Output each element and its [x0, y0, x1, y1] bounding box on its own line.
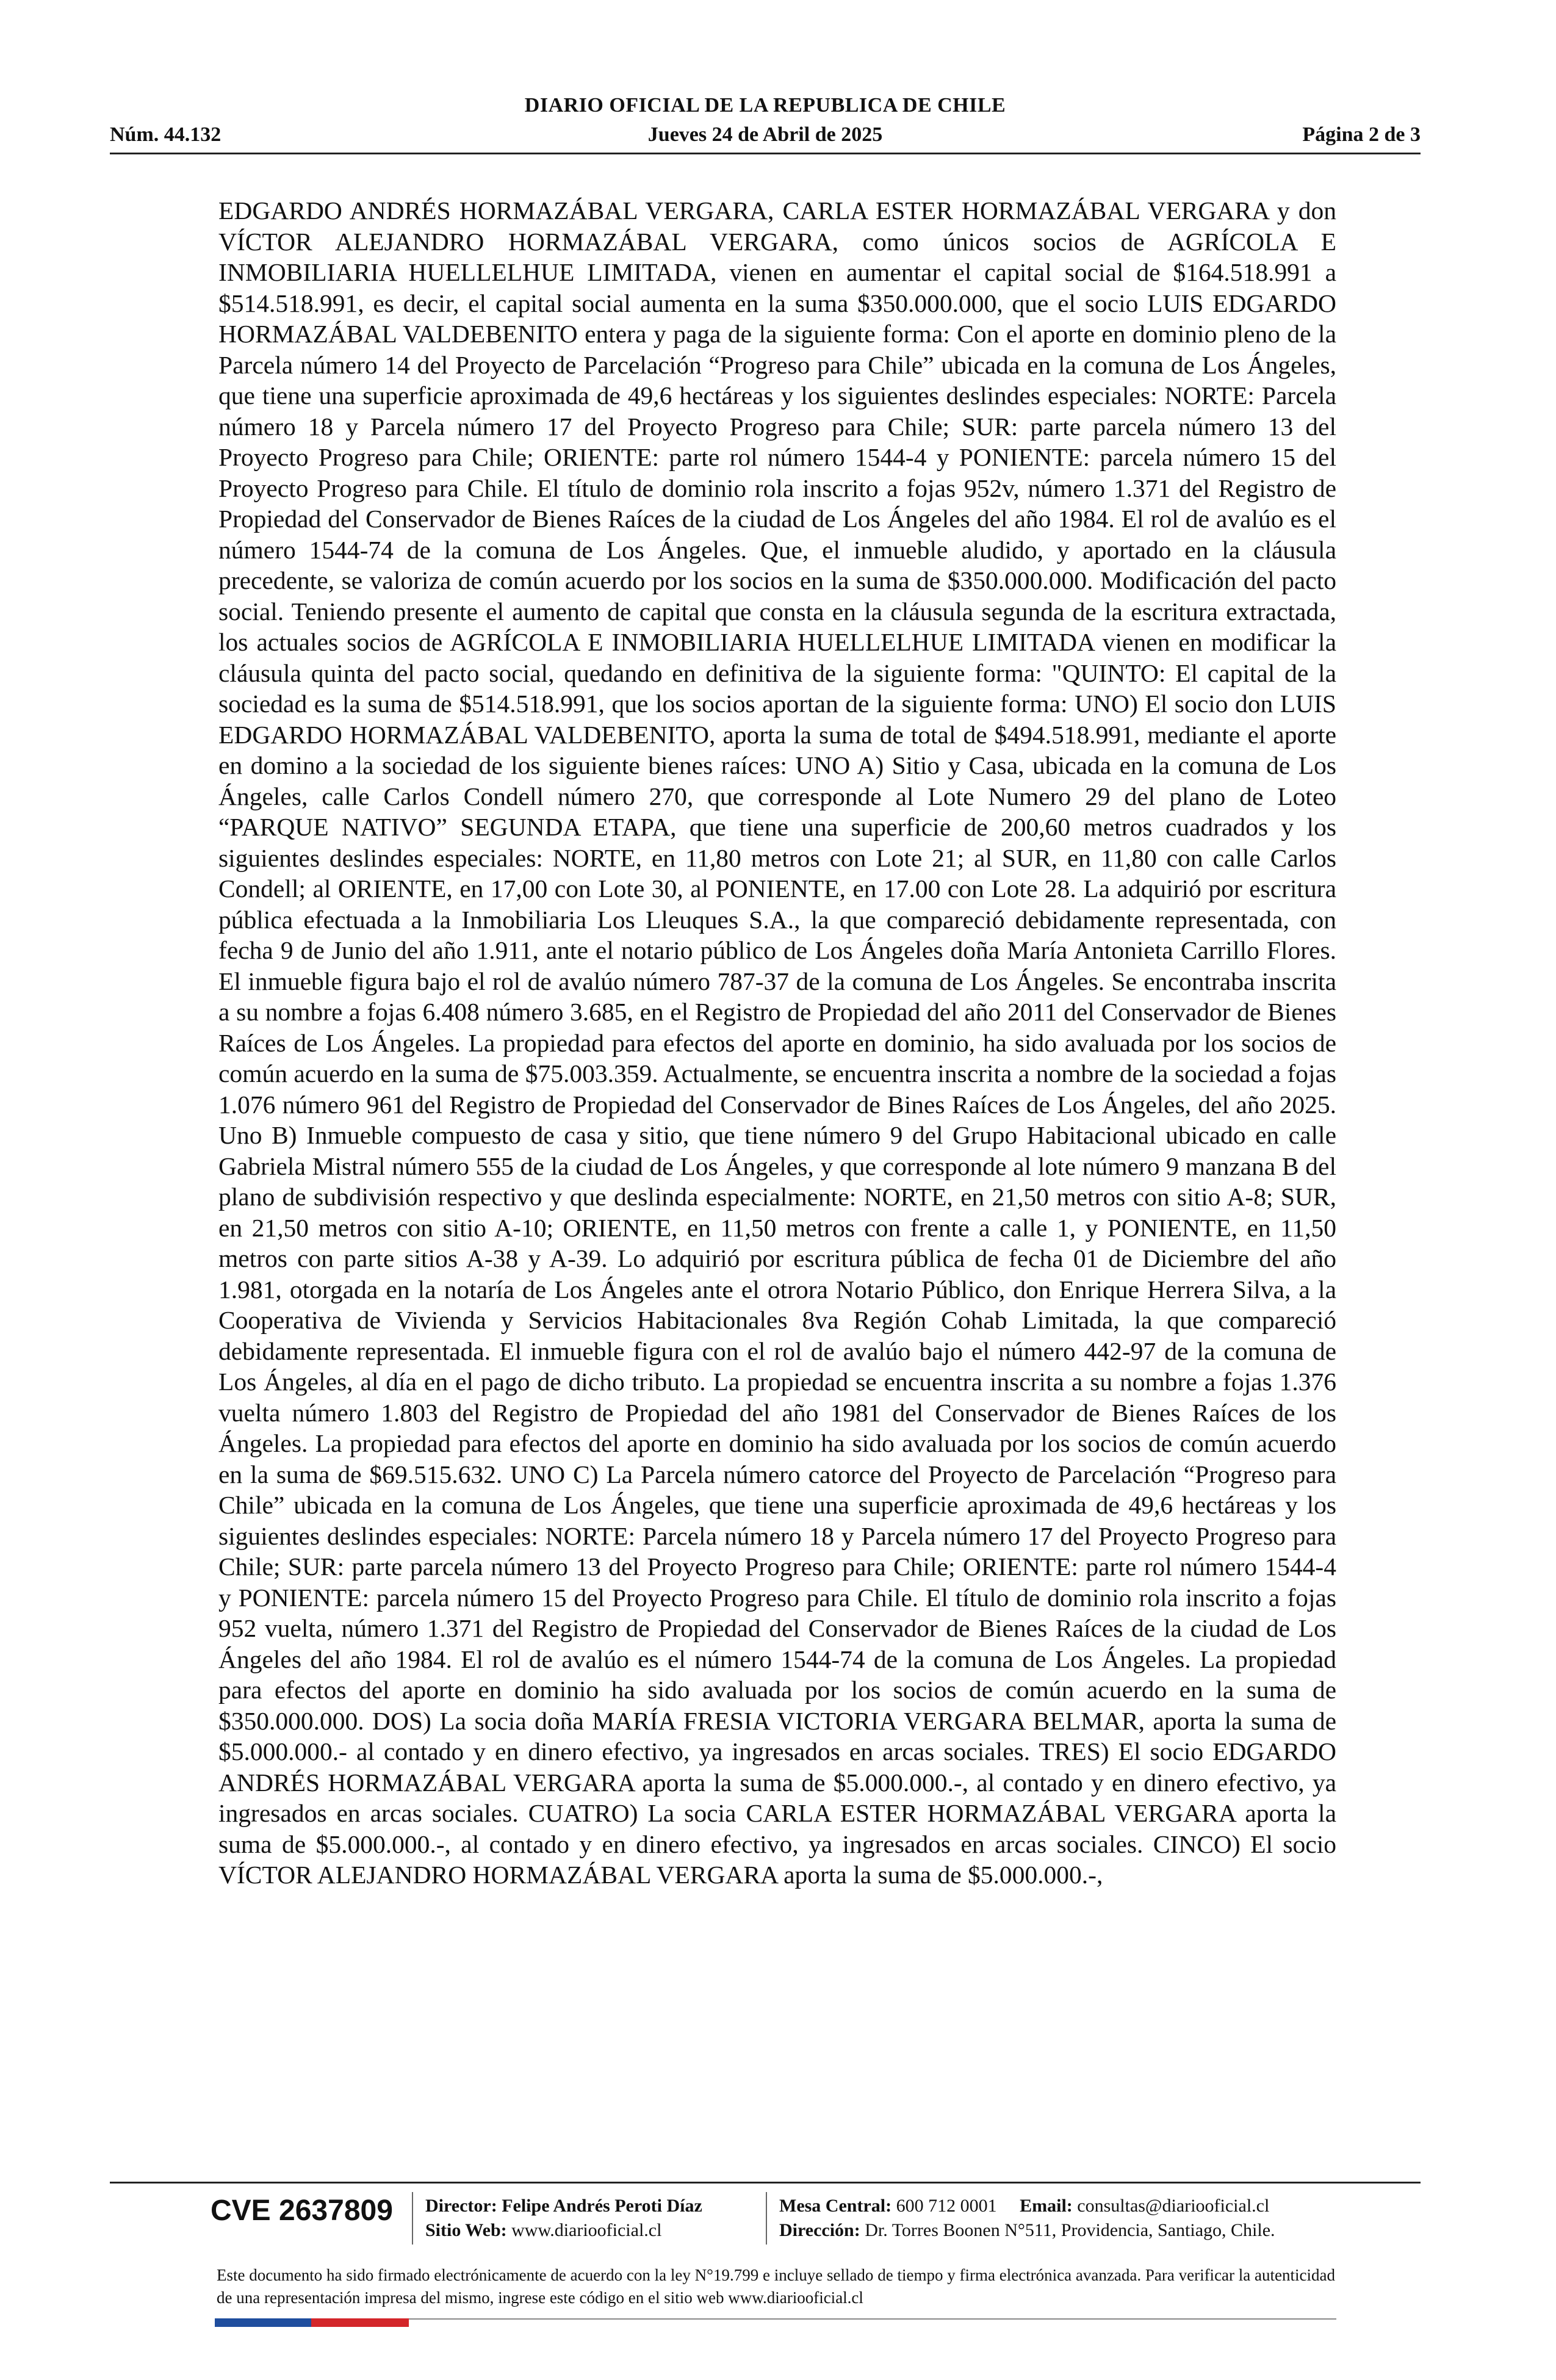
director-name: Felipe Andrés Peroti Díaz — [502, 2196, 702, 2216]
footer-director-block — [425, 2194, 702, 2243]
cve-code: CVE 2637809 — [211, 2194, 393, 2227]
newspaper-title: DIARIO OFICIAL DE LA REPUBLICA DE CHILE — [524, 94, 1006, 117]
flag-stripe-blue — [215, 2318, 311, 2327]
footer-separator — [766, 2192, 767, 2245]
address-value: Dr. Torres Boonen N°511, Providencia, Santiago, Chile. — [865, 2220, 1275, 2240]
legal-notice: Este documento ha sido firmado electrónicamente de acuerdo con la ley N°19.799 e incluye sellado de tiempo y firma electrónica avanzada. Para verificar la autenticidad de una representación impresa del mismo, ingrese este código en el sitio web www.diariooficial.cl — [217, 2266, 1335, 2307]
footer-separator — [412, 2192, 413, 2245]
page-header — [110, 92, 1421, 154]
document-body-text: EDGARDO ANDRÉS HORMAZÁBAL VERGARA, CARLA ESTER HORMAZÁBAL VERGARA y don VÍCTOR ALEJANDRO HORMAZÁBAL VERGARA, como únicos socios de AGRÍCOLA E INMOBILIARIA HUELLELHUE LIMITADA, vienen en aumentar el capital social de $164.518.991 a $514.518.991, es decir, el capital social aumenta en la suma $350.000.000, que el socio LUIS EDGARDO HORMAZÁBAL VALDEBENITO entera y paga de la siguiente forma: Con el aporte en dominio pleno de la Parcela número 14 del Proyecto de Parcelación “Progreso para Chile” ubicada en la comuna de Los Ángeles, que tiene una superficie aproximada de 49,6 hectáreas y los siguientes deslindes especiales: NORTE: Parcela número 18 y Parcela número 17 del Proyecto Progreso para Chile; SUR: parte parcela número 13 del Proyecto Progreso para Chile; ORIENTE: parte rol número 1544-4 y PONIENTE: parcela número 15 del Proyecto Progreso para Chile. El título de dominio rola inscrito a fojas 952v, número 1.371 del Registro de Propiedad del Conservador de Bienes Raíces de la ciudad de Los Ángeles del año 1984. El rol de avalúo es el número 1544-74 de la comuna de Los Ángeles. Que, el inmueble aludido, y aportado en la cláusula precedente, se valoriza de común acuerdo por los socios en la suma de $350.000.000. Modificación del pacto social. Teniendo presente el aumento de capital que consta en la cláusula segunda de la escritura extractada, los actuales socios de AGRÍCOLA E INMOBILIARIA HUELLELHUE LIMITADA vienen en modificar la cláusula quinta del pacto social, quedando en definitiva de la siguiente forma: "QUINTO: El capital de la sociedad es la suma de $514.518.991, que los socios aportan de la siguiente forma: UNO) El socio don LUIS EDGARDO HORMAZÁBAL VALDEBENITO, aporta la suma de total de $494.518.991, mediante el aporte en domino a la sociedad de los siguiente bienes raíces: UNO A) Sitio y Casa, ubicada en la comuna de Los Ángeles, calle Carlos Condell número 270, que corresponde al Lote Numero 29 del plano de Loteo “PARQUE NATIVO” SEGUNDA ETAPA, que tiene una superficie de 200,60 metros cuadrados y los siguientes deslindes especiales: NORTE, en 11,80 metros con Lote 21; al SUR, en 11,80 con calle Carlos Condell; al ORIENTE, en 17,00 con Lote 30, al PONIENTE, en 17.00 con Lote 28. La adquirió por escritura pública efectuada a la Inmobiliaria Los Lleuques S.A., la que compareció debidamente representada, con fecha 9 de Junio del año 1.911, ante el notario público de Los Ángeles doña María Antonieta Carrillo Flores. El inmueble figura bajo el rol de avalúo número 787-37 de la comuna de Los Ángeles. Se encontraba inscrita a su nombre a fojas 6.408 número 3.685, en el Registro de Propiedad del año 2011 del Conservador de Bienes Raíces de Los Ángeles. La propiedad para efectos del aporte en dominio, ha sido avaluada por los socios de común acuerdo en la suma de $75.003.359. Actualmente, se encuentra inscrita a nombre de la sociedad a fojas 1.076 número 961 del Registro de Propiedad del Conservador de Bines Raíces de Los Ángeles, del año 2025. Uno B) Inmueble compuesto de casa y sitio, que tiene número 9 del Grupo Habitacional ubicado en calle Gabriela Mistral número 555 de la ciudad de Los Ángeles, y que corresponde al lote número 9 manzana B del plano de subdivisión respectivo y que deslinda especialmente: NORTE, en 21,50 metros con sitio A-8; SUR, en 21,50 metros con sitio A-10; ORIENTE, en 11,50 metros con frente a calle 1, y PONIENTE, en 11,50 metros con parte sitios A-38 y A-39. Lo adquirió por escritura pública de fecha 01 de Diciembre del año 1.981, otorgada en la notaría de Los Ángeles ante el otrora Notario Público, don Enrique Herrera Silva, a la Cooperativa de Vivienda y Servicios Habitacionales 8va Región Cohab Limitada, la que compareció debidamente representada. El inmueble figura con el rol de avalúo bajo el número 442-97 de la comuna de Los Ángeles, al día en el pago de dicho tributo. La propiedad se encuentra inscrita a su nombre a fojas 1.376 vuelta número 1.803 del Registro de Propiedad del año 1981 del Conservador de Bienes Raíces de los Ángeles. La propiedad para efectos del aporte en dominio ha sido avaluada por los socios de común acuerdo en la suma de $69.515.632. UNO C) La Parcela número catorce del Proyecto de Parcelación “Progreso para Chile” ubicada en la comuna de Los Ángeles, que tiene una superficie aproximada de 49,6 hectáreas y los siguientes deslindes especiales: NORTE: Parcela número 18 y Parcela número 17 del Proyecto Progreso para Chile; SUR: parte parcela número 13 del Proyecto Progreso para Chile; ORIENTE: parte rol número 1544-4 y PONIENTE: parcela número 15 del Proyecto Progreso para Chile. El título de dominio rola inscrito a fojas 952 vuelta, número 1.371 del Registro de Propiedad del Conservador de Bienes Raíces de la ciudad de Los Ángeles del año 1984. El rol de avalúo es el número 1544-74 de la comuna de Los Ángeles. La propiedad para efectos del aporte en dominio ha sido avaluada por los socios de común acuerdo en la suma de $350.000.000. DOS) La socia doña MARÍA FRESIA VICTORIA VERGARA BELMAR, aporta la suma de $5.000.000.- al contado y en dinero efectivo, ya ingresados en arcas sociales. TRES) El socio EDGARDO ANDRÉS HORMAZÁBAL VERGARA aporta la suma de $5.000.000.-, al contado y en dinero efectivo, ya ingresados en arcas sociales. CUATRO) La socia CARLA ESTER HORMAZÁBAL VERGARA aporta la suma de $5.000.000.-, al contado y en dinero efectivo, ya ingresados en arcas sociales. CINCO) El socio VÍCTOR ALEJANDRO HORMAZÁBAL VERGARA aporta la suma de $5.000.000.-, — [218, 197, 1336, 1889]
director-label: Director: — [425, 2196, 497, 2216]
mesa-central-label: Mesa Central: — [779, 2196, 892, 2216]
flag-stripe-red — [311, 2318, 409, 2327]
footer-contact-block — [779, 2194, 1275, 2243]
footer-divider — [110, 2182, 1421, 2183]
page-number: Página 2 de 3 — [1302, 123, 1421, 146]
email-label: Email: — [1020, 2196, 1073, 2216]
mesa-central-phone: 600 712 0001 — [896, 2196, 997, 2216]
issue-number: Núm. 44.132 — [110, 123, 222, 146]
website-label: Sitio Web: — [425, 2220, 507, 2240]
website-link[interactable]: www.diariooficial.cl — [511, 2220, 662, 2240]
email-link[interactable]: consultas@diariooficial.cl — [1077, 2196, 1270, 2216]
issue-date: Jueves 24 de Abril de 2025 — [647, 123, 883, 146]
address-label: Dirección: — [779, 2220, 860, 2240]
